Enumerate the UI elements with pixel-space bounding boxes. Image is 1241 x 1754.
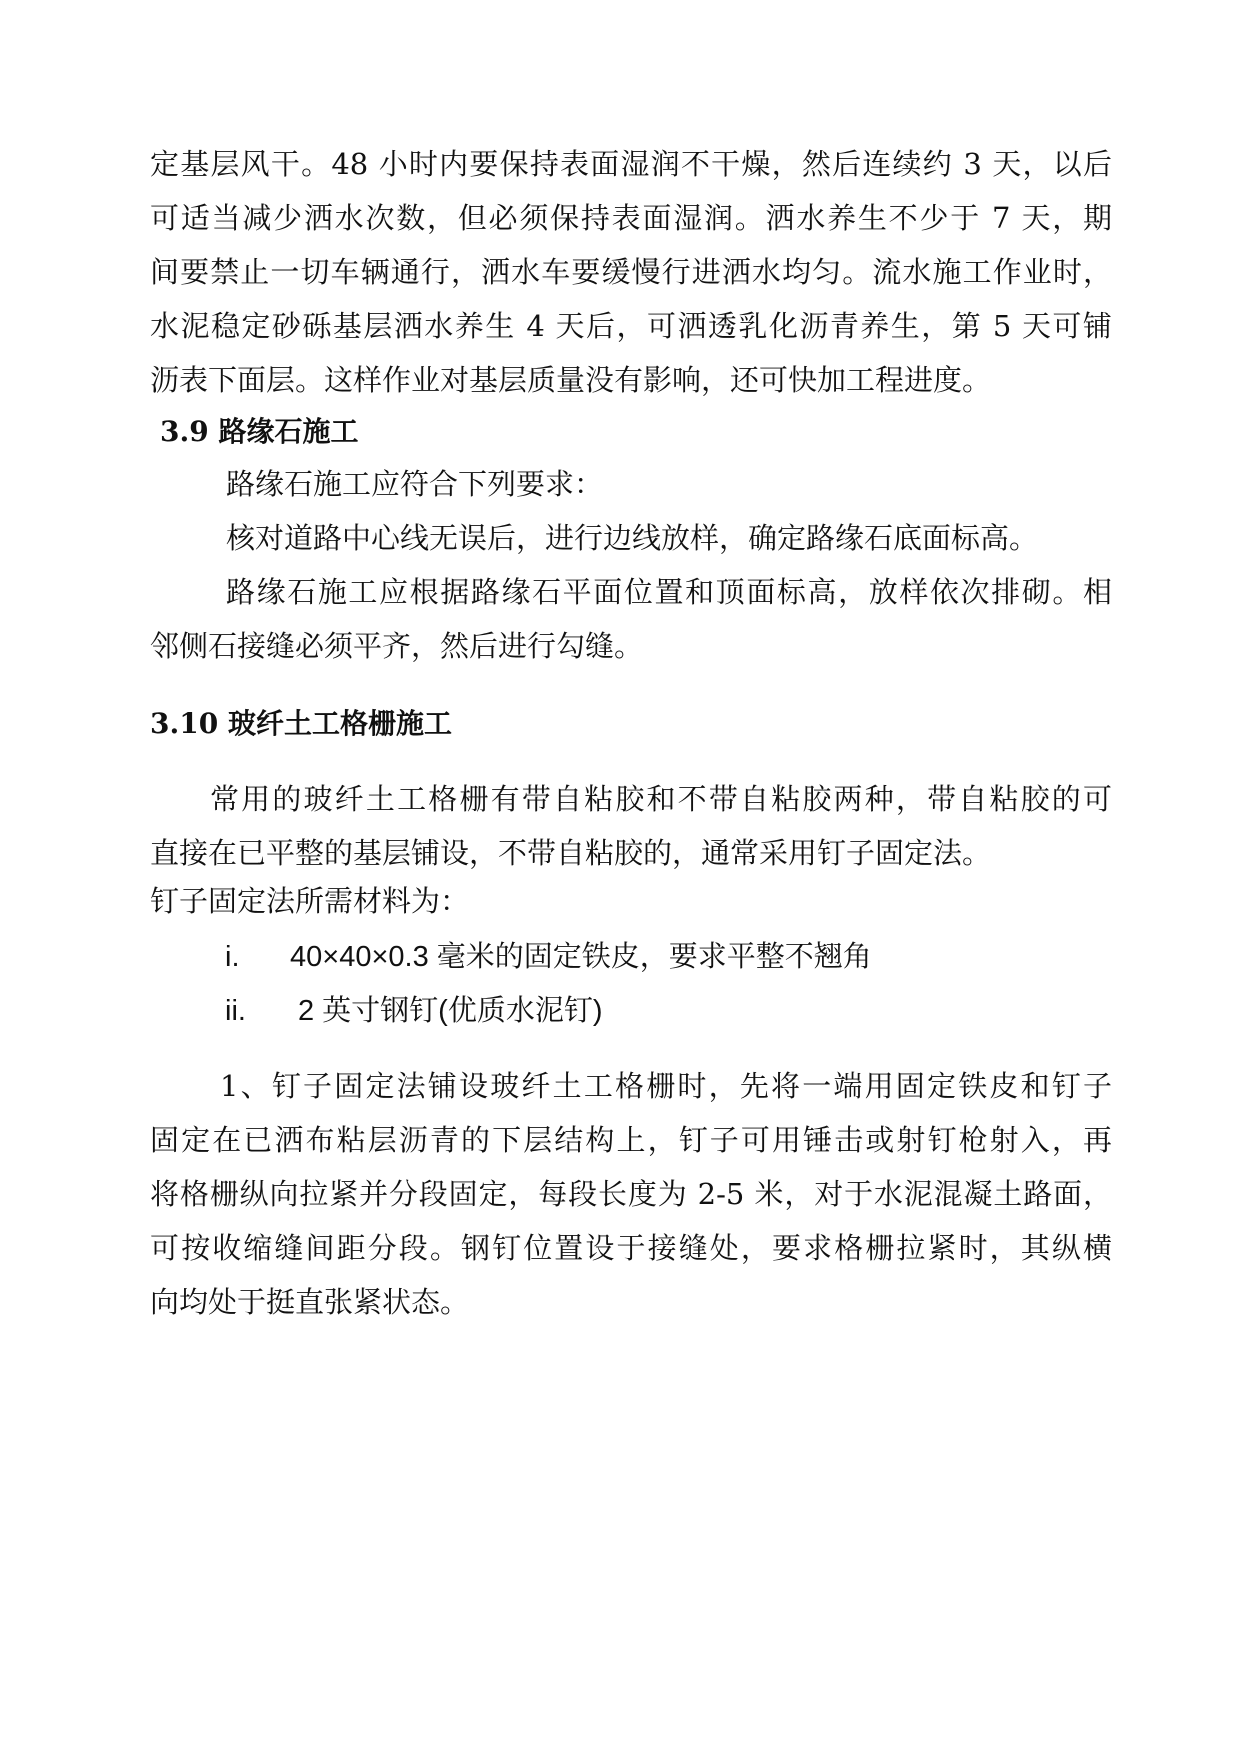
paragraph-line: 定基层风干。48 小时内要保持表面湿润不干燥，然后连续约 3 天，以后 — [150, 147, 1112, 181]
list-marker: i. — [225, 941, 240, 973]
paragraph-line: 直接在已平整的基层铺设，不带自粘胶的，通常采用钉子固定法。 — [150, 836, 992, 870]
paragraph-line: 1、钉子固定法铺设玻纤土工格栅时，先将一端用固定铁皮和钉子 — [220, 1069, 1112, 1103]
requirement-item: 邻侧石接缝必须平齐，然后进行勾缝。 — [150, 629, 644, 663]
paragraph-line: 固定在已洒布粘层沥青的下层结构上，钉子可用锤击或射钉枪射入，再 — [150, 1123, 1112, 1157]
paragraph-line: 将格栅纵向拉紧并分段固定，每段长度为 2-5 米，对于水泥混凝土路面， — [150, 1177, 1112, 1211]
section-intro: 路缘石施工应符合下列要求： — [226, 467, 604, 501]
list-item — [225, 937, 1025, 977]
paragraph-line: 可适当减少洒水次数，但必须保持表面湿润。洒水养生不少于 7 天，期 — [150, 201, 1112, 235]
section-heading: 3.10 玻纤土工格栅施工 — [150, 707, 452, 740]
section-heading: 3.9 路缘石施工 — [160, 415, 359, 448]
paragraph-line: 向均处于挺直张紧状态。 — [150, 1285, 470, 1319]
paragraph-line: 常用的玻纤土工格栅有带自粘胶和不带自粘胶两种，带自粘胶的可 — [210, 782, 1112, 816]
list-item — [225, 991, 1025, 1031]
list-marker: ii. — [225, 995, 246, 1027]
materials-intro: 钉子固定法所需材料为： — [150, 884, 470, 918]
paragraph-line: 沥表下面层。这样作业对基层质量没有影响，还可快加工程进度。 — [150, 363, 992, 397]
paragraph-line: 可按收缩缝间距分段。钢钉位置设于接缝处，要求格栅拉紧时，其纵横 — [150, 1231, 1112, 1265]
requirement-item: 核对道路中心线无误后，进行边线放样，确定路缘石底面标高。 — [226, 521, 1039, 555]
paragraph-line: 水泥稳定砂砾基层洒水养生 4 天后，可洒透乳化沥青养生，第 5 天可铺 — [150, 309, 1112, 343]
list-text: 40×40×0.3 毫米的固定铁皮，要求平整不翘角 — [290, 941, 872, 973]
requirement-item: 路缘石施工应根据路缘石平面位置和顶面标高，放样依次排砌。相 — [226, 575, 1112, 609]
paragraph-line: 间要禁止一切车辆通行，洒水车要缓慢行进洒水均匀。流水施工作业时， — [150, 255, 1112, 289]
list-text: 2 英寸钢钉(优质水泥钉) — [298, 995, 603, 1027]
